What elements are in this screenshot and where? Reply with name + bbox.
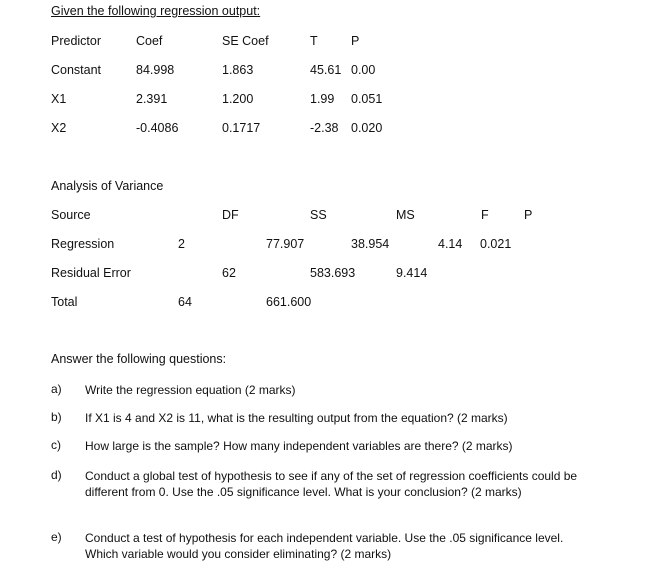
anova-cell: 2	[178, 237, 185, 251]
coef-cell: 1.99	[310, 92, 335, 106]
anova-header-ms: MS	[396, 208, 415, 222]
question-label: d)	[51, 468, 62, 482]
anova-cell: 62	[222, 266, 236, 280]
coef-header-se: SE Coef	[222, 34, 269, 48]
coef-header-predictor: Predictor	[51, 34, 102, 48]
question-label: e)	[51, 530, 62, 544]
anova-header-df: DF	[222, 208, 239, 222]
anova-cell: 661.600	[266, 295, 312, 309]
anova-cell: 4.14	[438, 237, 463, 251]
coef-cell: 0.00	[351, 63, 376, 77]
coef-cell: 1.863	[222, 63, 254, 77]
anova-cell: 0.021	[480, 237, 512, 251]
question-text: Conduct a test of hypothesis for each independent variable. Use the .05 significance level. Which variable would you consider eliminating? (2 marks)	[85, 531, 564, 561]
coef-cell: 2.391	[136, 92, 168, 106]
coef-cell: 0.1717	[222, 121, 261, 135]
coef-cell: -0.4086	[136, 121, 179, 135]
question-text: Write the regression equation (2 marks)	[85, 383, 296, 397]
anova-cell: Total	[51, 295, 78, 309]
question-text: How large is the sample? How many independent variables are there? (2 marks)	[85, 439, 513, 453]
page-title: Given the following regression output:	[51, 4, 261, 18]
anova-title: Analysis of Variance	[51, 179, 164, 193]
coef-cell: 1.200	[222, 92, 254, 106]
coef-cell: X2	[51, 121, 67, 135]
anova-cell: 583.693	[310, 266, 356, 280]
coef-cell: 45.61	[310, 63, 342, 77]
question-text: If X1 is 4 and X2 is 11, what is the resulting output from the equation? (2 marks)	[85, 411, 508, 425]
coef-cell: X1	[51, 92, 67, 106]
coef-header-t: T	[310, 34, 318, 48]
question-label: c)	[51, 438, 61, 452]
questions-header: Answer the following questions:	[51, 352, 227, 366]
anova-cell: 38.954	[351, 237, 390, 251]
anova-cell: 77.907	[266, 237, 305, 251]
question-text: Conduct a global test of hypothesis to see if any of the set of regression coefficients could be different from 0. Use the .05 significance level. What is your conclusion? (2 marks)	[85, 469, 578, 499]
anova-cell: 9.414	[396, 266, 428, 280]
coef-cell: 84.998	[136, 63, 175, 77]
question-label: b)	[51, 410, 62, 424]
coef-header-p: P	[351, 34, 360, 48]
question-label: a)	[51, 382, 62, 396]
coef-cell: 0.020	[351, 121, 383, 135]
anova-header-p: P	[524, 208, 533, 222]
coef-cell: Constant	[51, 63, 102, 77]
anova-cell: Residual Error	[51, 266, 131, 280]
coef-cell: -2.38	[310, 121, 339, 135]
coef-header-coef: Coef	[136, 34, 163, 48]
anova-cell: Regression	[51, 237, 115, 251]
anova-header-source: Source	[51, 208, 91, 222]
anova-header-ss: SS	[310, 208, 327, 222]
anova-header-f: F	[481, 208, 489, 222]
anova-cell: 64	[178, 295, 192, 309]
coef-cell: 0.051	[351, 92, 383, 106]
